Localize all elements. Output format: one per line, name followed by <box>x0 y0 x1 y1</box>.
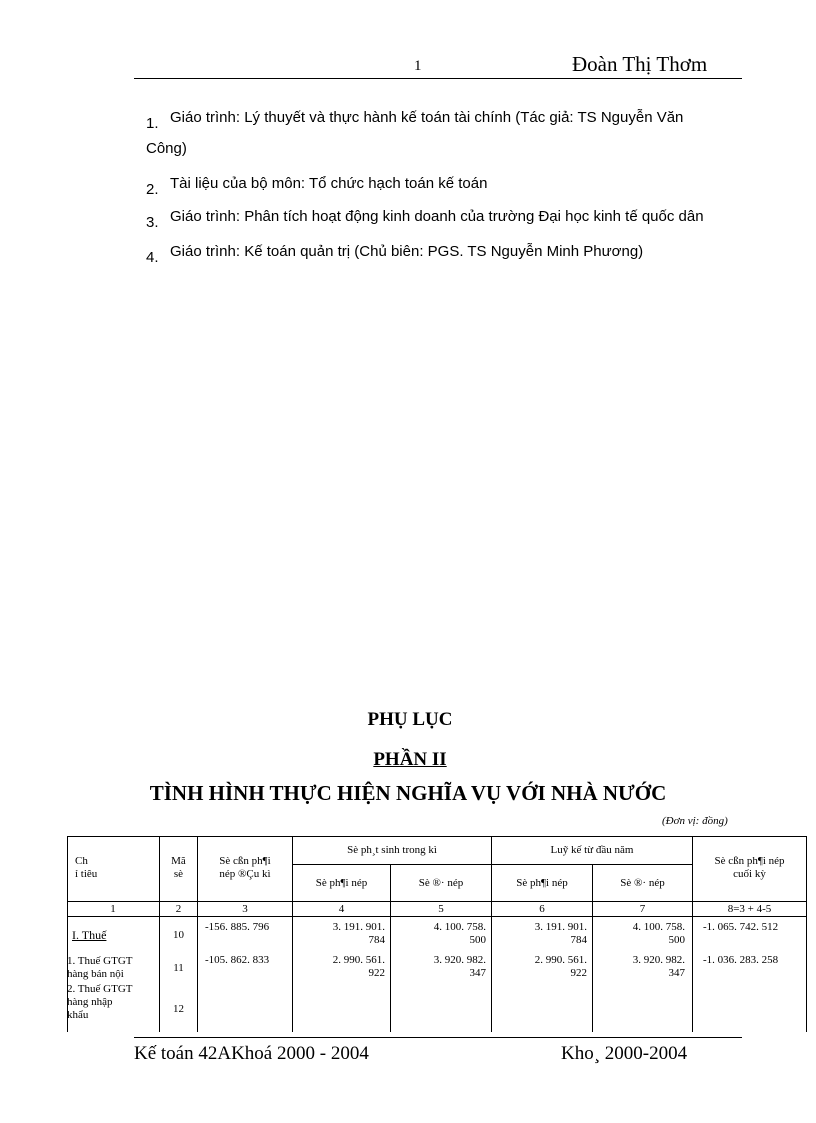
reference-text: Giáo trình: Kế toán quản trị (Chủ biên: PGS. TS Nguyễn Minh Phương) <box>170 243 644 260</box>
table-row-label: 1. Thuế GTGT hàng bán nội <box>67 955 133 980</box>
reference-number: 3. <box>146 214 159 231</box>
table-cell: 3. 920. 982. 347 <box>433 954 486 979</box>
column-number: 4 <box>338 903 345 915</box>
table-cell: 4. 100. 758. 500 <box>433 921 486 946</box>
table-row-label: 2. Thuế GTGT hàng nhập khẩu <box>67 983 133 1021</box>
reference-number: 1. <box>146 115 159 132</box>
column-number: 1 <box>110 903 116 915</box>
column-number: 3 <box>242 903 248 915</box>
reference-text: Giáo trình: Lý thuyết và thực hành kế toán tài chính (Tác giả: TS Nguyễn Văn <box>170 109 684 126</box>
reference-item-1-continuation: Công) <box>146 140 187 157</box>
table-cell: -1. 065. 742. 512 <box>703 921 779 933</box>
footer-left-text: Kế toán 42AKhoá 2000 - 2004 <box>134 1043 369 1064</box>
header-so-phai-nop: Sè ph¶i nép <box>315 877 368 889</box>
column-number: 8=3 + 4-5 <box>727 903 772 915</box>
reference-text: Tài liệu của bộ môn: Tổ chức hạch toán kế toán <box>170 175 488 192</box>
reference-number: 4. <box>146 249 159 266</box>
header-so-con-phai-nop-cuoi-ky: Sè cßn ph¶i nép cuối kỳ <box>714 855 785 880</box>
table-cell: 2. 990. 561. 922 <box>332 954 385 979</box>
column-number: 7 <box>639 903 646 915</box>
header-luy-ke-so-da-nop: Sè ®· nép <box>620 877 665 889</box>
reference-item-2 <box>146 175 488 198</box>
table-cell: 4. 100. 758. 500 <box>632 921 685 946</box>
header-so-con-phai-nop-dau-ki: Sè cßn ph¶i nép ®Çu kì <box>219 855 271 880</box>
column-number: 2 <box>175 903 182 915</box>
column-number: 5 <box>438 903 444 915</box>
table-cell: 2. 990. 561. 922 <box>534 954 587 979</box>
header-luy-ke-so-phai-nop: Sè ph¶i nép <box>516 877 568 889</box>
header-so-phat-sinh: Sè ph¸t sinh trong kì <box>347 844 437 856</box>
reference-number: 2. <box>146 181 159 198</box>
header-so-da-nop: Sè ®· nép <box>418 877 464 889</box>
table-cell: 3. 191. 901. 784 <box>332 921 385 946</box>
reference-item-3 <box>146 208 704 231</box>
footer-rule <box>134 1037 742 1038</box>
reference-item-4 <box>146 243 644 266</box>
table-row-label: I. Thuế <box>72 928 107 942</box>
appendix-title: PHỤ LỤC <box>367 709 453 730</box>
reference-text: Giáo trình: Phân tích hoạt động kinh doanh của trường Đại học kinh tế quốc dân <box>170 208 704 225</box>
header-chi-tieu: Ch ỉ tiêu <box>75 855 98 880</box>
table-cell: 3. 191. 901. 784 <box>534 921 587 946</box>
header-rule <box>134 78 742 79</box>
table-row-code: 12 <box>173 1003 184 1015</box>
table-row-code: 10 <box>173 929 184 941</box>
reference-item-1 <box>146 109 742 132</box>
tax-obligation-table <box>67 836 807 1032</box>
footer-right-text: Kho¸ 2000-2004 <box>561 1043 688 1064</box>
appendix-heading: TÌNH HÌNH THỰC HIỆN NGHĨA VỤ VỚI NHÀ NƯỚC <box>149 781 667 805</box>
table-cell: -1. 036. 283. 258 <box>703 954 779 966</box>
table-cell: -156. 885. 796 <box>205 921 270 933</box>
header-luy-ke: Luỹ kế từ đầu năm <box>550 844 634 856</box>
table-row-code: 11 <box>173 962 184 974</box>
page-number: 1 <box>414 58 422 74</box>
unit-note: (Đơn vị: đồng) <box>662 815 728 827</box>
header-ma-so: Mã sè <box>171 855 186 880</box>
column-number: 6 <box>539 903 545 915</box>
author-name: Đoàn Thị Thơm <box>572 52 708 76</box>
table-cell: 3. 920. 982. 347 <box>632 954 685 979</box>
table-cell: -105. 862. 833 <box>205 954 270 966</box>
appendix-part: PHẦN II <box>373 749 447 770</box>
